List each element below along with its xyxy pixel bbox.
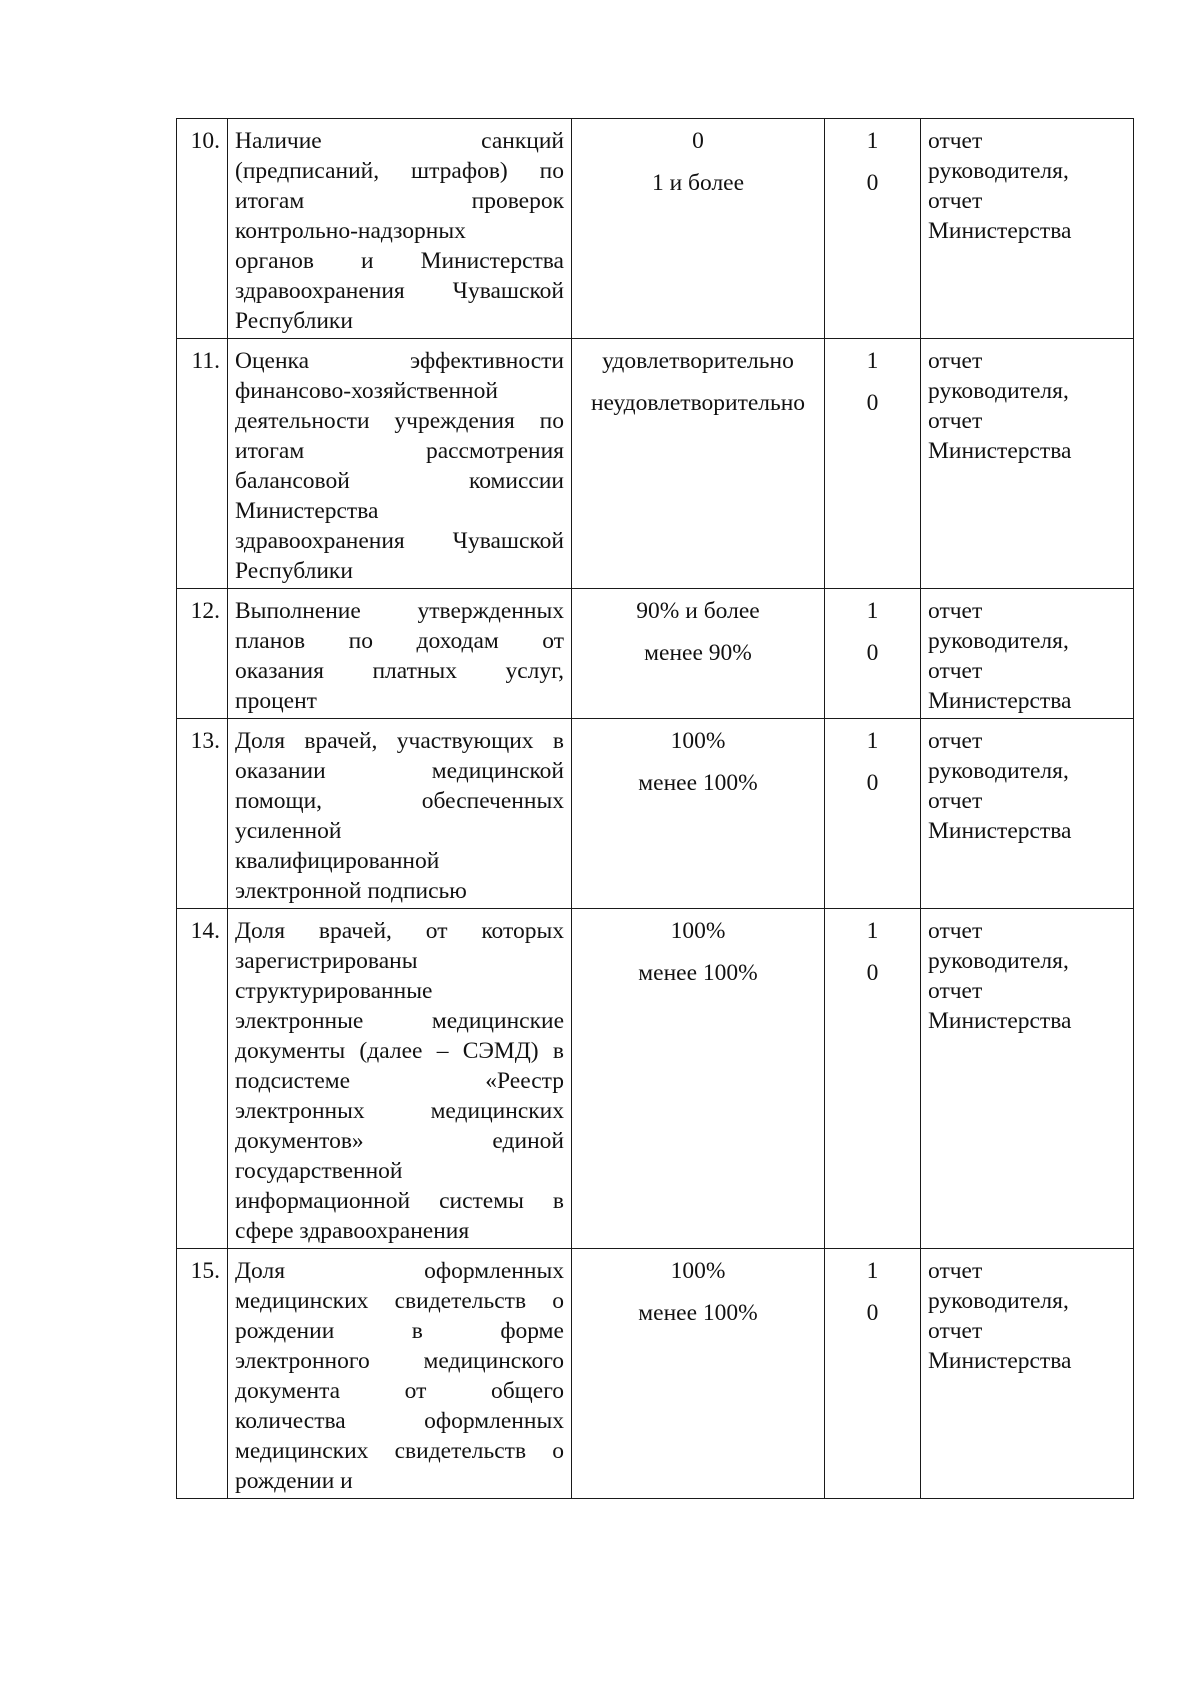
indicator-text-line: контрольно-надзорных	[235, 218, 466, 244]
indicator-cell	[228, 589, 572, 719]
source-text-line: Министерства	[928, 818, 1072, 844]
source-text-line: Министерства	[928, 438, 1072, 464]
table-row	[177, 909, 1134, 1249]
indicator-text-line: здравоохранения Чувашской	[235, 278, 564, 304]
criteria-table	[176, 118, 1134, 1499]
indicator-text-line: оказании медицинской	[235, 758, 564, 784]
indicator-text-line: Республики	[235, 308, 353, 334]
criteria-table-body	[177, 119, 1134, 1499]
source-cell	[921, 1249, 1134, 1499]
points-value: 1	[866, 348, 879, 374]
source-text-line: отчет	[928, 188, 983, 214]
indicator-text-line: Доля оформленных	[235, 1258, 564, 1284]
indicator-text-line: рождении и	[235, 1468, 353, 1494]
indicator-text-line: медицинских свидетельств о	[235, 1288, 564, 1314]
points-value: 1	[866, 1258, 879, 1284]
criterion-value-cell	[572, 119, 825, 339]
source-cell	[921, 589, 1134, 719]
indicator-text-line: квалифицированной	[235, 848, 440, 874]
indicator-text-line: рождении в форме	[235, 1318, 564, 1344]
row-number: 11.	[177, 339, 228, 589]
criterion-value-cell	[572, 719, 825, 909]
indicator-text-line: Оценка эффективности	[235, 348, 564, 374]
points-cell	[825, 119, 921, 339]
indicator-cell	[228, 339, 572, 589]
table-row	[177, 1249, 1134, 1499]
source-text-line: Министерства	[928, 218, 1072, 244]
indicator-text-line: процент	[235, 688, 317, 714]
source-cell	[921, 719, 1134, 909]
indicator-text-line: структурированные	[235, 978, 433, 1004]
indicator-text-line: финансово-хозяйственной	[235, 378, 498, 404]
criterion-value: менее 100%	[638, 960, 758, 986]
criterion-value-cell	[572, 1249, 825, 1499]
source-text-line: руководителя,	[928, 1288, 1069, 1314]
source-cell	[921, 119, 1134, 339]
source-text-line: отчет	[928, 348, 983, 374]
points-value: 1	[866, 918, 879, 944]
criterion-value-cell	[572, 339, 825, 589]
indicator-text-line: количества оформленных	[235, 1408, 564, 1434]
criterion-value-cell	[572, 909, 825, 1249]
points-cell	[825, 719, 921, 909]
criterion-value: 100%	[670, 1258, 726, 1284]
criterion-value: 0	[692, 128, 704, 154]
points-cell	[825, 1249, 921, 1499]
source-text-line: руководителя,	[928, 378, 1069, 404]
row-number: 12.	[177, 589, 228, 719]
row-number: 13.	[177, 719, 228, 909]
indicator-text-line: балансовой комиссии	[235, 468, 564, 494]
indicator-text-line: сфере здравоохранения	[235, 1218, 470, 1244]
row-number: 15.	[177, 1249, 228, 1499]
row-number: 14.	[177, 909, 228, 1249]
points-value: 0	[866, 1300, 879, 1326]
indicator-text-line: государственной	[235, 1158, 403, 1184]
indicator-text-line: документы (далее – СЭМД) в	[235, 1038, 564, 1064]
indicator-text-line: Республики	[235, 558, 353, 584]
indicator-text-line: медицинских свидетельств о	[235, 1438, 564, 1464]
points-value: 1	[866, 128, 879, 154]
source-text-line: отчет	[928, 408, 983, 434]
indicator-text-line: оказания платных услуг,	[235, 658, 564, 684]
source-text-line: отчет	[928, 658, 983, 684]
criterion-value: менее 90%	[644, 640, 752, 666]
indicator-text-line: подсистеме «Реестр	[235, 1068, 564, 1094]
points-value: 0	[866, 960, 879, 986]
table-row	[177, 589, 1134, 719]
indicator-text-line: органов и Министерства	[235, 248, 564, 274]
source-text-line: Министерства	[928, 1008, 1072, 1034]
indicator-cell	[228, 1249, 572, 1499]
source-text-line: отчет	[928, 1258, 983, 1284]
source-text-line: отчет	[928, 728, 983, 754]
indicator-text-line: Выполнение утвержденных	[235, 598, 564, 624]
criterion-value: неудовлетворительно	[590, 390, 806, 416]
points-value: 0	[866, 170, 879, 196]
criterion-value: 100%	[670, 728, 726, 754]
indicator-text-line: Наличие санкций	[235, 128, 564, 154]
indicator-text-line: электронные медицинские	[235, 1008, 564, 1034]
criterion-value: менее 100%	[638, 770, 758, 796]
source-cell	[921, 909, 1134, 1249]
points-value: 0	[866, 640, 879, 666]
points-value: 1	[866, 598, 879, 624]
source-text-line: руководителя,	[928, 158, 1069, 184]
points-cell	[825, 339, 921, 589]
source-cell	[921, 339, 1134, 589]
indicator-text-line: деятельности учреждения по	[235, 408, 564, 434]
indicator-text-line: (предписаний, штрафов) по	[235, 158, 564, 184]
row-number: 10.	[177, 119, 228, 339]
criterion-value-cell	[572, 589, 825, 719]
indicator-text-line: электронных медицинских	[235, 1098, 564, 1124]
indicator-text-line: зарегистрированы	[235, 948, 418, 974]
indicator-cell	[228, 909, 572, 1249]
points-value: 1	[866, 728, 879, 754]
table-row	[177, 339, 1134, 589]
criterion-value: удовлетворительно	[602, 348, 794, 374]
indicator-text-line: электронной подписью	[235, 878, 467, 904]
criterion-value: 90% и более	[636, 598, 760, 624]
source-text-line: руководителя,	[928, 628, 1069, 654]
indicator-text-line: Доля врачей, участвующих в	[235, 728, 564, 754]
indicator-text-line: документа от общего	[235, 1378, 564, 1404]
source-text-line: отчет	[928, 788, 983, 814]
criterion-value: 1 и более	[651, 170, 745, 196]
source-text-line: руководителя,	[928, 948, 1069, 974]
source-text-line: отчет	[928, 918, 983, 944]
criterion-value: менее 100%	[638, 1300, 758, 1326]
source-text-line: Министерства	[928, 1348, 1072, 1374]
source-text-line: отчет	[928, 128, 983, 154]
source-text-line: отчет	[928, 598, 983, 624]
points-value: 0	[866, 770, 879, 796]
points-cell	[825, 589, 921, 719]
indicator-text-line: планов по доходам от	[235, 628, 564, 654]
source-text-line: Министерства	[928, 688, 1072, 714]
indicator-text-line: электронного медицинского	[235, 1348, 564, 1374]
points-value: 0	[866, 390, 879, 416]
indicator-text-line: здравоохранения Чувашской	[235, 528, 564, 554]
indicator-text-line: помощи, обеспеченных	[235, 788, 564, 814]
indicator-text-line: документов» единой	[235, 1128, 564, 1154]
source-text-line: отчет	[928, 978, 983, 1004]
source-text-line: руководителя,	[928, 758, 1069, 784]
indicator-text-line: информационной системы в	[235, 1188, 564, 1214]
indicator-text-line: итогам рассмотрения	[235, 438, 564, 464]
source-text-line: отчет	[928, 1318, 983, 1344]
indicator-text-line: Доля врачей, от которых	[235, 918, 564, 944]
indicator-text-line: усиленной	[235, 818, 342, 844]
indicator-text-line: Министерства	[235, 498, 379, 524]
criterion-value: 100%	[670, 918, 726, 944]
table-row	[177, 719, 1134, 909]
indicator-cell	[228, 719, 572, 909]
table-row	[177, 119, 1134, 339]
indicator-cell	[228, 119, 572, 339]
points-cell	[825, 909, 921, 1249]
indicator-text-line: итогам проверок	[235, 188, 564, 214]
